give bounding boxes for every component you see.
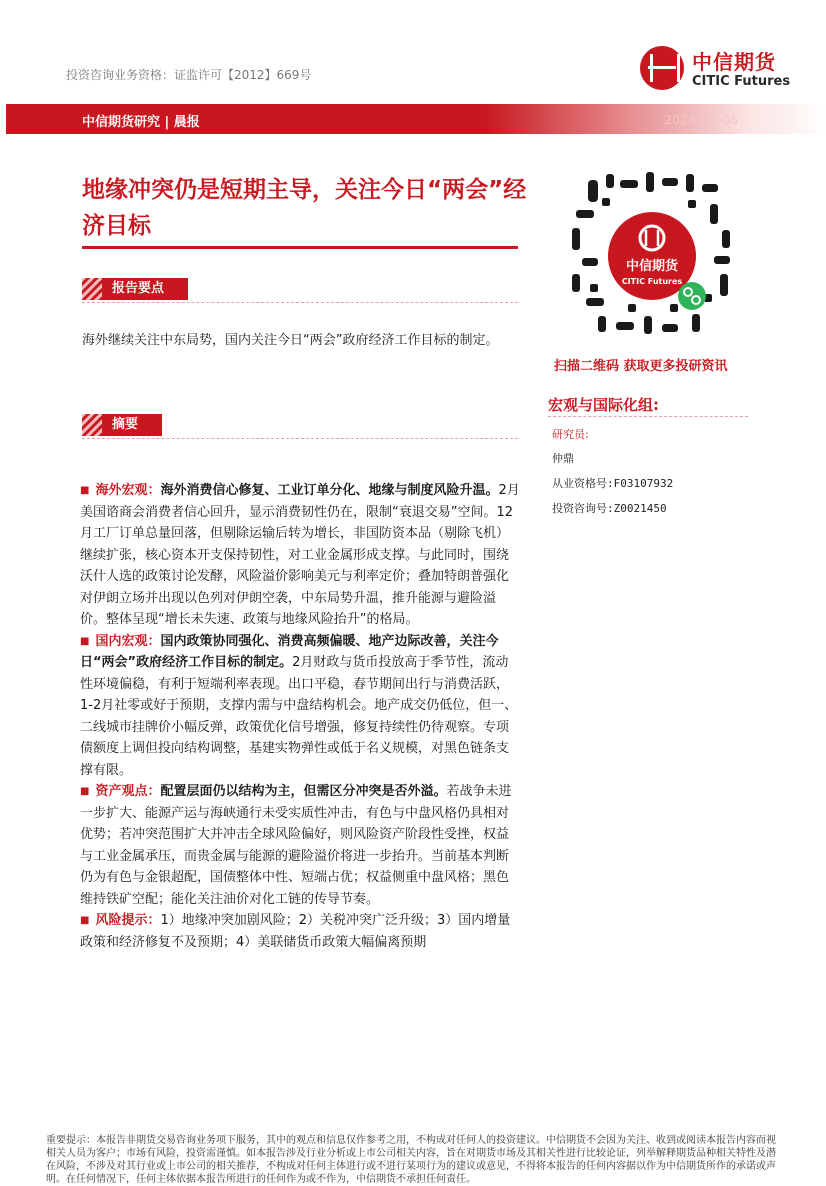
abstract-tag: 摘要 (82, 414, 162, 436)
qr-code[interactable] (568, 170, 736, 338)
researcher-label: 研究员: (552, 428, 589, 441)
item-label: 资产观点： (95, 784, 161, 799)
consult-number: 投资咨询号:Z0021450 (552, 502, 667, 515)
qr-logo-cn: 中信期货 (625, 259, 679, 274)
item-headline: 海外消费信心修复、工业订单分化、地缘与制度风险升温。 (160, 483, 499, 498)
logo-mark-icon (640, 46, 684, 90)
qr-logo-en: CITIC Futures (621, 277, 683, 286)
logo-name-en: CITIC Futures (692, 74, 791, 89)
item-text: 若战争未进一步扩大、能源产运与海峡通行未受实质性冲击，有色与中盘风格仍具相对优势；若冲突范围扩大并冲击全球风险偏好，则风险资产阶段性受挫，权益与工业金属承压，而贵金属与能源的避险溢价将进一步抬升。当前基本判断仍为有色与金银超配，国债整体中性、短端占优；权益侧重中盘风格；黑色维持铁矿空配；能化关注油价对化工链的传导节奏。 (80, 784, 512, 907)
bullet-square-icon: ■ (80, 786, 90, 797)
key-points-text: 海外继续关注中东局势，国内关注今日“两会”政府经济工作目标的制定。 (82, 333, 499, 348)
item-headline: 国内政策协同强化、消费高频偏暖、地产边际改善，关注今日“两会”政府经济工作目标的制定。 (80, 633, 499, 670)
bullet-square-icon: ■ (80, 915, 90, 926)
item-text: 2月财政与货币投放高于季节性，流动性环境偏稳，有利于短端利率表现。出口平稳，春节期间出行与消费活跃，1-2月社零或好于预期，支撑内需与中盘结构机会。地产成交仍低位，但一、二线城市挂牌价小幅反弹，政策优化信号增强，修复持续性仍待观察。专项债额度上调但投向结构调整，基建实物弹性或低于名义规模，对黑色链条支撑有限。 (80, 655, 518, 778)
group-title: 宏观与国际化组: (548, 396, 659, 414)
qr-caption: 扫描二维码 获取更多投研资讯 (554, 359, 728, 374)
bullet-square-icon: ■ (80, 485, 90, 496)
key-points-tag: 报告要点 (82, 278, 188, 300)
group-divider (548, 416, 748, 417)
abstract-body (80, 480, 520, 953)
license-number: 从业资格号:F03107932 (552, 477, 674, 490)
title-divider (82, 246, 518, 249)
key-points-header (82, 278, 518, 303)
report-series-title: 中信期货研究 | 晨报 (82, 115, 200, 130)
abstract-item-assets (80, 781, 520, 910)
qr-code-image (568, 170, 736, 338)
abstract-item-domestic (80, 631, 520, 782)
item-label: 国内宏观： (95, 633, 161, 649)
company-logo (640, 44, 805, 96)
item-text: 1）地缘冲突加剧风险；2）关税冲突广泛升级；3）国内增量政策和经济修复不及预期；4）美联储货币政策大幅偏离预期 (80, 913, 511, 950)
item-label: 海外宏观： (95, 483, 161, 498)
abstract-item-overseas (80, 480, 520, 631)
researcher-name: 仲鼎 (552, 452, 574, 465)
report-title: 地缘冲突仍是短期主导，关注今日“两会”经济目标 (82, 177, 527, 239)
item-text: 2月美国谘商会消费者信心回升，显示消费韧性仍在，限制“衰退交易”空间。12月工厂订单总量回落，但剔除运输后转为增长，非国防资本品（剔除飞机）继续扩张，核心资本开支保持韧性，对工业金属形成支撑。与此同时，围绕沃什人选的政策讨论发酵，风险溢价影响美元与利率定价；叠加特朗普强化对伊朗立场并出现以色列对伊朗空袭，中东局势升温，推升能源与避险溢价。整体呈现“增长未失速、政策与地缘风险抬升”的格局。 (80, 483, 520, 627)
abstract-item-risk (80, 910, 520, 953)
bullet-square-icon: ■ (80, 635, 90, 647)
abstract-header (82, 414, 518, 439)
item-label: 风险提示： (95, 913, 161, 928)
disclaimer: 重要提示：本报告非期货交易咨询业务项下服务，其中的观点和信息仅作参考之用，不构成对任何人的投资建议。中信期货不会因为关注、收到或阅读本报告内容而视相关人员为客户；市场有风险，投资需谨慎。如本报告涉及行业分析或上市公司相关内容，旨在对期货市场及其相关性进行比较论证，列举解释期货品种相关特性及潜在风险，不涉及对其行业或上市公司的相关推荐，不构成对任何主体进行或不进行某项行为的建议或意见，不得将本报告的任何内容据以作为中信期货所作的承诺或声明。在任何情况下，任何主体依据本报告所进行的任何作为或不作为，中信期货不承担任何责任。 (46, 1135, 776, 1185)
logo-name-cn: 中信期货 (692, 50, 776, 74)
report-date: 2026-03-05 (664, 113, 739, 127)
item-headline: 配置层面仍以结构为主，但需区分冲突是否外溢。 (160, 784, 447, 799)
license-text: 投资咨询业务资格：证监许可【2012】669号 (66, 68, 312, 82)
